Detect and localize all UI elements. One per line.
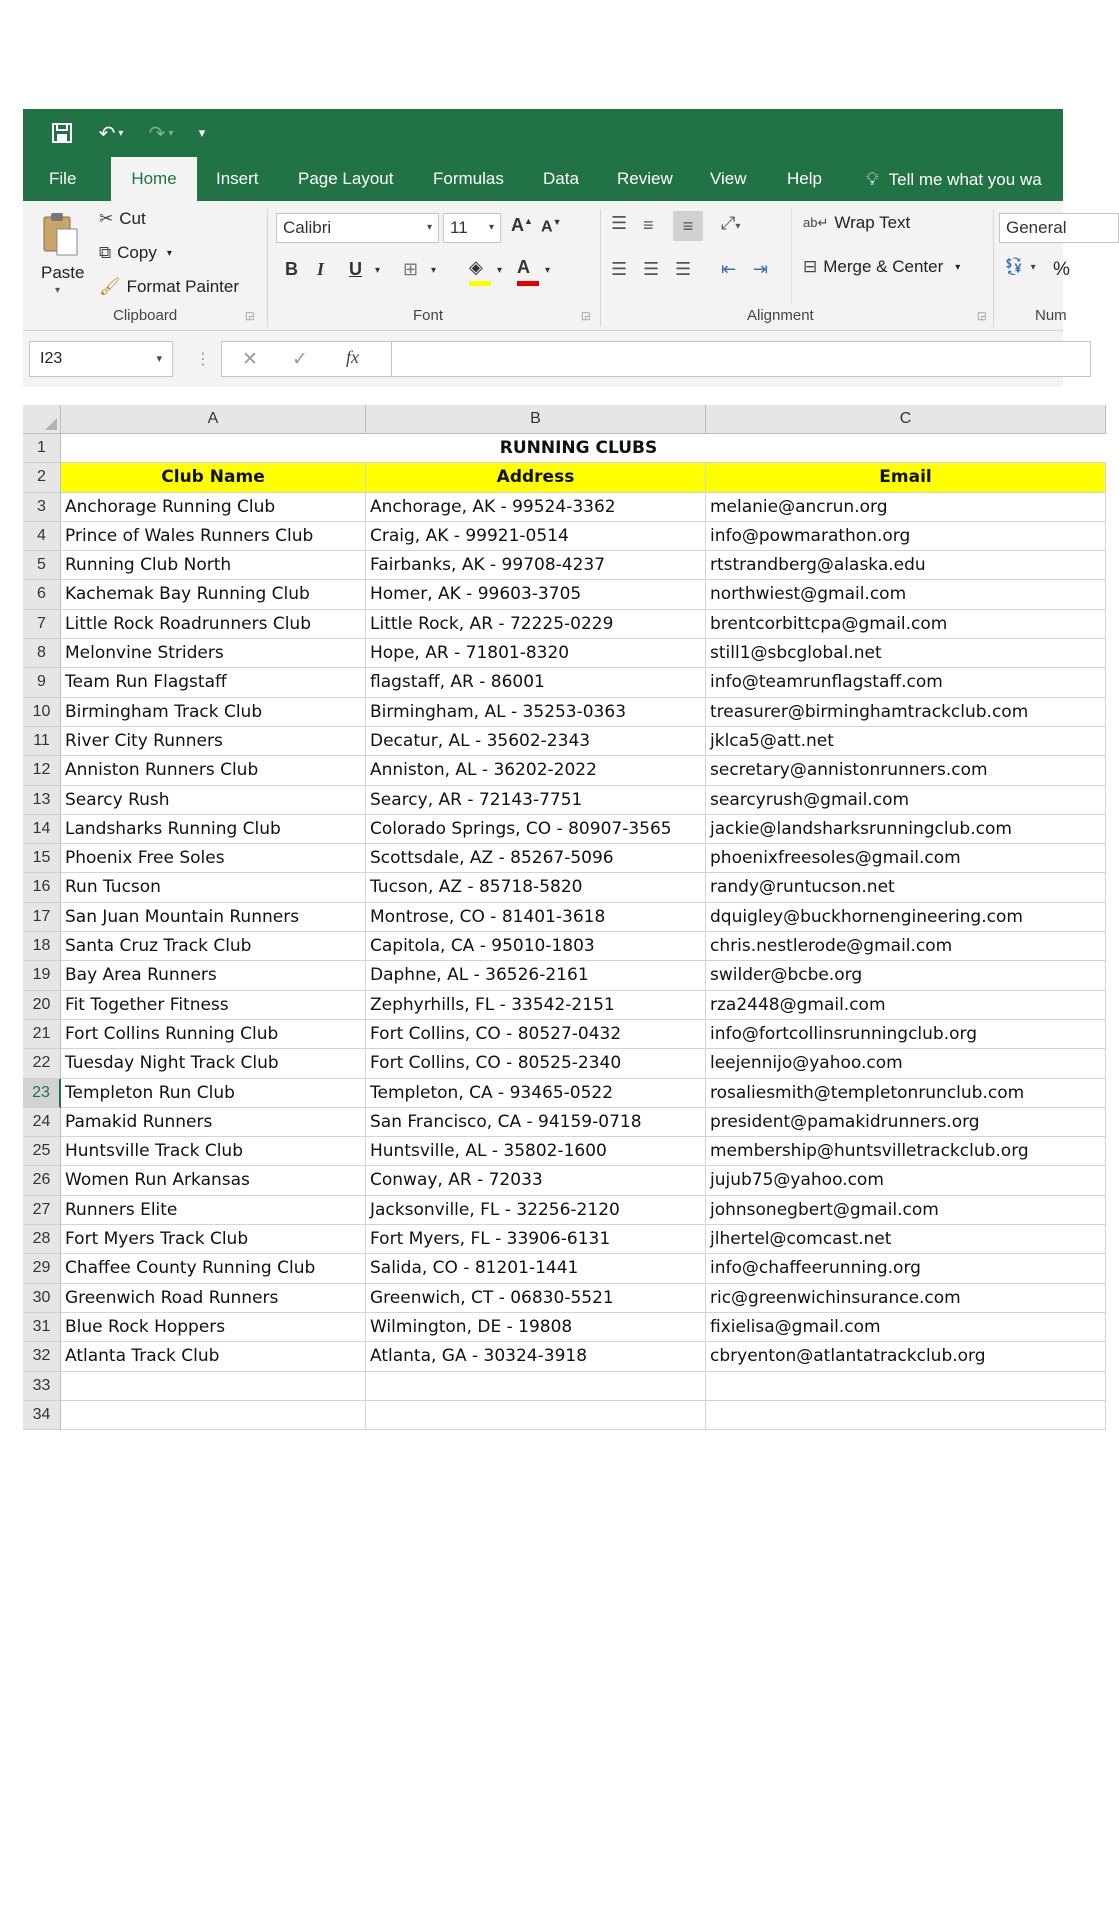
cell-address[interactable]: Zephyrhills, FL - 33542-2151: [366, 991, 706, 1020]
percent-style-button[interactable]: %: [1053, 259, 1070, 280]
cell-email[interactable]: secretary@annistonrunners.com: [706, 756, 1106, 785]
cell-email[interactable]: chris.nestlerode@gmail.com: [706, 932, 1106, 961]
cell-email[interactable]: info@teamrunflagstaff.com: [706, 668, 1106, 697]
cell-club-name[interactable]: Birmingham Track Club: [61, 698, 366, 727]
group-divider: [993, 209, 994, 327]
cell-club-name[interactable]: Templeton Run Club: [61, 1079, 366, 1108]
table-row: [23, 668, 1103, 697]
cell-email[interactable]: melanie@ancrun.org: [706, 493, 1106, 522]
cell-club-name[interactable]: Bay Area Runners: [61, 961, 366, 990]
group-divider: [791, 209, 792, 305]
italic-button[interactable]: I: [317, 259, 325, 279]
cell-email[interactable]: [706, 1401, 1106, 1430]
table-row: [23, 639, 1103, 668]
cell-email[interactable]: treasurer@birminghamtrackclub.com: [706, 698, 1106, 727]
cell-email[interactable]: leejennijo@yahoo.com: [706, 1049, 1106, 1078]
row-header[interactable]: 3: [23, 493, 61, 522]
row-header[interactable]: 1: [23, 434, 61, 463]
cell-email[interactable]: dquigley@buckhornengineering.com: [706, 903, 1106, 932]
cell-email[interactable]: jujub75@yahoo.com: [706, 1166, 1106, 1195]
table-row: [23, 698, 1103, 727]
name-box[interactable]: [29, 341, 173, 377]
formula-bar-grip-icon[interactable]: ⋮: [195, 351, 211, 368]
row-header[interactable]: 4: [23, 522, 61, 551]
sheet-row-headers: [23, 463, 1103, 492]
row-header[interactable]: 30: [23, 1284, 61, 1313]
cell-club-name[interactable]: Anchorage Running Club: [61, 493, 366, 522]
column-header-b[interactable]: B: [366, 405, 706, 434]
cell-address[interactable]: Huntsville, AL - 35802-1600: [366, 1137, 706, 1166]
table-row: [23, 522, 1103, 551]
formula-tools: [221, 341, 397, 377]
merge-center-button[interactable]: [803, 257, 960, 277]
row-header[interactable]: 14: [23, 815, 61, 844]
number-format-value: General: [1006, 218, 1067, 237]
insert-function-icon[interactable]: fx: [346, 347, 359, 367]
row-header[interactable]: 29: [23, 1254, 61, 1283]
formula-input[interactable]: [391, 341, 1091, 377]
row-header[interactable]: 11: [23, 727, 61, 756]
cell-club-name[interactable]: Runners Elite: [61, 1196, 366, 1225]
sheet-title: RUNNING CLUBS: [499, 438, 658, 458]
cell-address[interactable]: Fairbanks, AK - 99708-4237: [366, 551, 706, 580]
shrink-font-glyph: A: [541, 218, 553, 236]
cell-email[interactable]: still1@sbcglobal.net: [706, 639, 1106, 668]
row-header[interactable]: 5: [23, 551, 61, 580]
copy-button[interactable]: [99, 243, 172, 263]
sheet-title-cell[interactable]: [61, 434, 1106, 463]
row-header[interactable]: 17: [23, 903, 61, 932]
tab-formulas[interactable]: Formulas: [433, 169, 504, 188]
row-header[interactable]: 19: [23, 961, 61, 990]
paste-dropdown-icon[interactable]: ▾: [55, 285, 61, 296]
table-row: [23, 1020, 1103, 1049]
cell-email[interactable]: searcyrush@gmail.com: [706, 786, 1106, 815]
cell-address[interactable]: Montrose, CO - 81401-3618: [366, 903, 706, 932]
alignment-launcher-icon[interactable]: ◲: [977, 311, 987, 322]
row-header[interactable]: 13: [23, 786, 61, 815]
row-header[interactable]: 6: [23, 580, 61, 609]
wrap-text-button[interactable]: [803, 213, 910, 233]
cell-club-name[interactable]: [61, 1401, 366, 1430]
table-row: [23, 1284, 1103, 1313]
select-all-triangle-icon: [45, 418, 57, 430]
align-top-icon[interactable]: ☰: [611, 213, 628, 233]
cell-club-name[interactable]: Fit Together Fitness: [61, 991, 366, 1020]
row-header[interactable]: 24: [23, 1108, 61, 1137]
fill-color-icon[interactable]: ◈: [469, 257, 483, 277]
cell-address[interactable]: [366, 1401, 706, 1430]
cell-club-name[interactable]: San Juan Mountain Runners: [61, 903, 366, 932]
cell-email[interactable]: phoenixfreesoles@gmail.com: [706, 844, 1106, 873]
font-color-button[interactable]: A: [517, 257, 530, 277]
cell-address[interactable]: Decatur, AL - 35602-2343: [366, 727, 706, 756]
enter-icon[interactable]: ✓: [292, 349, 308, 370]
decrease-indent-icon[interactable]: ⇤: [721, 259, 737, 279]
cell-club-name[interactable]: Santa Cruz Track Club: [61, 932, 366, 961]
shrink-font-button[interactable]: A▼: [541, 217, 562, 236]
header-cell-email[interactable]: Email: [706, 463, 1106, 492]
cell-club-name[interactable]: Blue Rock Hoppers: [61, 1313, 366, 1342]
cell-email[interactable]: rosaliesmith@templetonrunclub.com: [706, 1079, 1106, 1108]
font-size-select[interactable]: [443, 213, 501, 243]
redo-icon[interactable]: ↷ ▾: [148, 122, 174, 145]
table-row: [23, 1049, 1103, 1078]
cell-email[interactable]: jklca5@att.net: [706, 727, 1106, 756]
row-header[interactable]: 10: [23, 698, 61, 727]
table-row: [23, 1401, 1103, 1430]
tab-help[interactable]: Help: [787, 169, 822, 188]
table-row: [23, 1372, 1103, 1401]
row-header[interactable]: 22: [23, 1049, 61, 1078]
table-row: [23, 610, 1103, 639]
font-group-label: Font: [413, 307, 444, 324]
align-middle-icon[interactable]: ≡: [643, 215, 654, 235]
accounting-format-icon[interactable]: 💱︎ ▾: [1003, 257, 1036, 276]
excel-window: [23, 109, 1070, 1437]
cell-email[interactable]: president@pamakidrunners.org: [706, 1108, 1106, 1137]
cell-email[interactable]: info@fortcollinsrunningclub.org: [706, 1020, 1106, 1049]
align-right-icon[interactable]: ☰: [675, 259, 692, 279]
row-header[interactable]: 16: [23, 873, 61, 902]
increase-indent-icon[interactable]: ⇥: [753, 259, 769, 279]
row-header[interactable]: 7: [23, 610, 61, 639]
cell-address[interactable]: Daphne, AL - 36526-2161: [366, 961, 706, 990]
number-group-label: Num: [1035, 307, 1067, 324]
cell-address[interactable]: Greenwich, CT - 06830-5521: [366, 1284, 706, 1313]
table-row: [23, 1225, 1103, 1254]
table-row: [23, 493, 1103, 522]
cell-email[interactable]: randy@runtucson.net: [706, 873, 1106, 902]
cell-address[interactable]: Fort Collins, CO - 80527-0432: [366, 1020, 706, 1049]
ribbon-home: [23, 201, 1070, 331]
align-center-icon[interactable]: ☰: [643, 259, 660, 279]
cell-email[interactable]: rtstrandberg@alaska.edu: [706, 551, 1106, 580]
chevron-down-icon: ▾: [426, 222, 432, 233]
row-header[interactable]: 15: [23, 844, 61, 873]
group-divider: [600, 209, 601, 327]
cell-email[interactable]: northwiest@gmail.com: [706, 580, 1106, 609]
font-size-value: 11: [450, 218, 468, 237]
tab-insert[interactable]: Insert: [216, 169, 259, 188]
table-row: [23, 961, 1103, 990]
name-box-value: I23: [40, 350, 63, 367]
paste-icon[interactable]: [41, 211, 79, 259]
formula-bar: [23, 331, 1063, 387]
cell-email[interactable]: swilder@bcbe.org: [706, 961, 1106, 990]
row-header[interactable]: 33: [23, 1372, 61, 1401]
cell-club-name[interactable]: Huntsville Track Club: [61, 1137, 366, 1166]
cell-address[interactable]: Templeton, CA - 93465-0522: [366, 1079, 706, 1108]
column-header-a[interactable]: A: [61, 405, 366, 434]
data-rows: [23, 493, 1103, 1431]
format-painter-label: Format Painter: [126, 277, 240, 296]
row-header[interactable]: 12: [23, 756, 61, 785]
row-header[interactable]: 21: [23, 1020, 61, 1049]
scissors-icon: ✂: [99, 209, 114, 228]
cell-address[interactable]: Fort Collins, CO - 80525-2340: [366, 1049, 706, 1078]
merge-icon: ⊟: [803, 257, 818, 276]
cell-club-name[interactable]: Melonvine Striders: [61, 639, 366, 668]
font-name-value: Calibri: [283, 218, 332, 237]
cell-club-name[interactable]: Fort Collins Running Club: [61, 1020, 366, 1049]
table-row: [23, 727, 1103, 756]
cell-email[interactable]: johnsonegbert@gmail.com: [706, 1196, 1106, 1225]
cell-address[interactable]: Craig, AK - 99921-0514: [366, 522, 706, 551]
table-row: [23, 580, 1103, 609]
tab-page-layout[interactable]: Page Layout: [298, 169, 394, 188]
copy-icon: ⧉: [99, 243, 112, 262]
row-header[interactable]: 20: [23, 991, 61, 1020]
cell-club-name[interactable]: Little Rock Roadrunners Club: [61, 610, 366, 639]
cell-email[interactable]: membership@huntsvilletrackclub.org: [706, 1137, 1106, 1166]
table-row: [23, 786, 1103, 815]
orientation-icon[interactable]: ⤢▾: [721, 213, 741, 233]
font-color-swatch: [517, 281, 539, 286]
cell-address[interactable]: [366, 1372, 706, 1401]
cell-club-name[interactable]: Kachemak Bay Running Club: [61, 580, 366, 609]
cell-email[interactable]: cbryenton@atlantatrackclub.org: [706, 1342, 1106, 1371]
grow-font-glyph: A: [511, 215, 524, 235]
row-header[interactable]: 31: [23, 1313, 61, 1342]
tell-me-search[interactable]: [866, 157, 1042, 201]
row-header[interactable]: 8: [23, 639, 61, 668]
worksheet-grid[interactable]: [23, 405, 1063, 1437]
cell-address[interactable]: Anchorage, AK - 99524-3362: [366, 493, 706, 522]
cell-address[interactable]: Hope, AR - 71801-8320: [366, 639, 706, 668]
cell-address[interactable]: San Francisco, CA - 94159-0718: [366, 1108, 706, 1137]
cell-club-name[interactable]: Atlanta Track Club: [61, 1342, 366, 1371]
clipboard-launcher-icon[interactable]: ◲: [245, 311, 255, 322]
cell-address[interactable]: Wilmington, DE - 19808: [366, 1313, 706, 1342]
table-row: [23, 1137, 1103, 1166]
font-name-select[interactable]: [276, 213, 439, 243]
fill-color-dropdown-icon[interactable]: ▾: [497, 265, 503, 276]
font-color-dropdown-icon[interactable]: ▾: [545, 265, 551, 276]
cell-address[interactable]: flagstaff, AR - 86001: [366, 668, 706, 697]
merge-center-label: Merge & Center: [823, 257, 944, 276]
row-header[interactable]: 34: [23, 1401, 61, 1430]
align-left-icon[interactable]: ☰: [611, 259, 628, 279]
cell-address[interactable]: Birmingham, AL - 35253-0363: [366, 698, 706, 727]
cell-club-name[interactable]: Anniston Runners Club: [61, 756, 366, 785]
table-row: [23, 1196, 1103, 1225]
cell-club-name[interactable]: Run Tucson: [61, 873, 366, 902]
wrap-text-icon: ab↵: [803, 215, 829, 230]
clipboard-group-label: Clipboard: [113, 307, 178, 324]
cell-club-name[interactable]: Greenwich Road Runners: [61, 1284, 366, 1313]
table-row: [23, 903, 1103, 932]
tab-review[interactable]: Review: [617, 169, 673, 188]
table-row: [23, 1342, 1103, 1371]
sheet-row-title: [23, 434, 1103, 463]
cell-club-name[interactable]: Tuesday Night Track Club: [61, 1049, 366, 1078]
table-row: [23, 844, 1103, 873]
cell-email[interactable]: jlhertel@comcast.net: [706, 1225, 1106, 1254]
lightbulb-icon: 💡︎: [866, 169, 879, 189]
fill-color-swatch: [469, 281, 491, 286]
format-painter-button[interactable]: [99, 277, 239, 297]
cell-email[interactable]: brentcorbittcpa@gmail.com: [706, 610, 1106, 639]
header-cell-club-name[interactable]: Club Name: [61, 463, 366, 492]
cell-address[interactable]: Salida, CO - 81201-1441: [366, 1254, 706, 1283]
cancel-icon[interactable]: ✕: [242, 349, 258, 370]
copy-label: Copy: [117, 243, 157, 262]
table-row: [23, 991, 1103, 1020]
cell-address[interactable]: Conway, AR - 72033: [366, 1166, 706, 1195]
row-header[interactable]: 23: [23, 1079, 61, 1108]
group-divider: [267, 209, 268, 327]
row-header[interactable]: 28: [23, 1225, 61, 1254]
cell-club-name[interactable]: River City Runners: [61, 727, 366, 756]
cell-club-name[interactable]: [61, 1372, 366, 1401]
cell-club-name[interactable]: Team Run Flagstaff: [61, 668, 366, 697]
cell-email[interactable]: jackie@landsharksrunningclub.com: [706, 815, 1106, 844]
row-header[interactable]: 9: [23, 668, 61, 697]
cell-email[interactable]: info@chaffeerunning.org: [706, 1254, 1106, 1283]
cell-address[interactable]: Jacksonville, FL - 32256-2120: [366, 1196, 706, 1225]
cell-club-name[interactable]: Running Club North: [61, 551, 366, 580]
cell-email[interactable]: rza2448@gmail.com: [706, 991, 1106, 1020]
row-header[interactable]: 27: [23, 1196, 61, 1225]
cell-club-name[interactable]: Women Run Arkansas: [61, 1166, 366, 1195]
select-all-corner[interactable]: [23, 405, 61, 434]
row-header[interactable]: 25: [23, 1137, 61, 1166]
cell-club-name[interactable]: Searcy Rush: [61, 786, 366, 815]
table-row: [23, 815, 1103, 844]
table-row: [23, 1166, 1103, 1195]
underline-button[interactable]: U: [349, 259, 362, 279]
customize-qat-icon[interactable]: ▾: [198, 125, 206, 140]
tab-home[interactable]: Home: [111, 157, 197, 201]
row-header[interactable]: 2: [23, 463, 61, 492]
cell-email[interactable]: info@powmarathon.org: [706, 522, 1106, 551]
bold-button[interactable]: B: [285, 259, 298, 279]
cell-address[interactable]: Colorado Springs, CO - 80907-3565: [366, 815, 706, 844]
table-row: [23, 551, 1103, 580]
grow-font-button[interactable]: A▲: [511, 215, 533, 235]
borders-dropdown-icon[interactable]: ▾: [431, 265, 437, 276]
title-bar: [23, 109, 1063, 157]
cell-address[interactable]: Scottsdale, AZ - 85267-5096: [366, 844, 706, 873]
cell-club-name[interactable]: Chaffee County Running Club: [61, 1254, 366, 1283]
wrap-text-label: Wrap Text: [834, 213, 911, 232]
tell-me-label: Tell me what you wa: [888, 170, 1042, 189]
tab-data[interactable]: Data: [543, 169, 579, 188]
cell-address[interactable]: Searcy, AR - 72143-7751: [366, 786, 706, 815]
sheet-rows: [23, 434, 1103, 1430]
merge-dropdown-icon[interactable]: ▾: [955, 261, 961, 273]
cell-address[interactable]: Capitola, CA - 95010-1803: [366, 932, 706, 961]
cut-label: Cut: [119, 209, 146, 228]
table-row: [23, 873, 1103, 902]
borders-icon[interactable]: ⊞: [403, 259, 419, 279]
ribbon-tabs: [23, 157, 1063, 201]
cut-button[interactable]: [99, 209, 146, 229]
cell-club-name[interactable]: Fort Myers Track Club: [61, 1225, 366, 1254]
header-cell-address[interactable]: Address: [366, 463, 706, 492]
row-header[interactable]: 32: [23, 1342, 61, 1371]
chevron-down-icon: ▾: [156, 353, 162, 365]
undo-icon[interactable]: ↶ ▾: [98, 122, 124, 145]
align-bottom-icon[interactable]: ≡: [673, 211, 703, 241]
copy-dropdown-icon[interactable]: ▾: [166, 247, 172, 259]
alignment-group-label: Alignment: [747, 307, 814, 324]
cell-club-name[interactable]: Phoenix Free Soles: [61, 844, 366, 873]
cell-address[interactable]: Atlanta, GA - 30324-3918: [366, 1342, 706, 1371]
number-format-select[interactable]: [999, 213, 1119, 243]
cell-club-name[interactable]: Prince of Wales Runners Club: [61, 522, 366, 551]
column-header-c[interactable]: C: [706, 405, 1106, 434]
cell-address[interactable]: Little Rock, AR - 72225-0229: [366, 610, 706, 639]
cell-email[interactable]: [706, 1372, 1106, 1401]
cell-email[interactable]: ric@greenwichinsurance.com: [706, 1284, 1106, 1313]
cell-address[interactable]: Anniston, AL - 36202-2022: [366, 756, 706, 785]
table-row: [23, 1254, 1103, 1283]
cell-address[interactable]: Tucson, AZ - 85718-5820: [366, 873, 706, 902]
cell-address[interactable]: Homer, AK - 99603-3705: [366, 580, 706, 609]
cell-email[interactable]: fixielisa@gmail.com: [706, 1313, 1106, 1342]
table-row: [23, 932, 1103, 961]
cell-club-name[interactable]: Landsharks Running Club: [61, 815, 366, 844]
font-launcher-icon[interactable]: ◲: [581, 311, 591, 322]
table-row: [23, 1079, 1103, 1108]
underline-dropdown-icon[interactable]: ▾: [375, 265, 381, 276]
table-row: [23, 1313, 1103, 1342]
tab-view[interactable]: View: [710, 169, 747, 188]
chevron-down-icon: ▾: [488, 222, 494, 233]
paste-button[interactable]: Paste: [41, 263, 85, 282]
tab-file[interactable]: File: [49, 169, 77, 188]
table-row: [23, 1108, 1103, 1137]
cell-club-name[interactable]: Pamakid Runners: [61, 1108, 366, 1137]
row-header[interactable]: 18: [23, 932, 61, 961]
cell-address[interactable]: Fort Myers, FL - 33906-6131: [366, 1225, 706, 1254]
brush-icon: 🖌︎: [99, 277, 121, 296]
table-row: [23, 756, 1103, 785]
save-icon[interactable]: [47, 119, 77, 147]
row-header[interactable]: 26: [23, 1166, 61, 1195]
